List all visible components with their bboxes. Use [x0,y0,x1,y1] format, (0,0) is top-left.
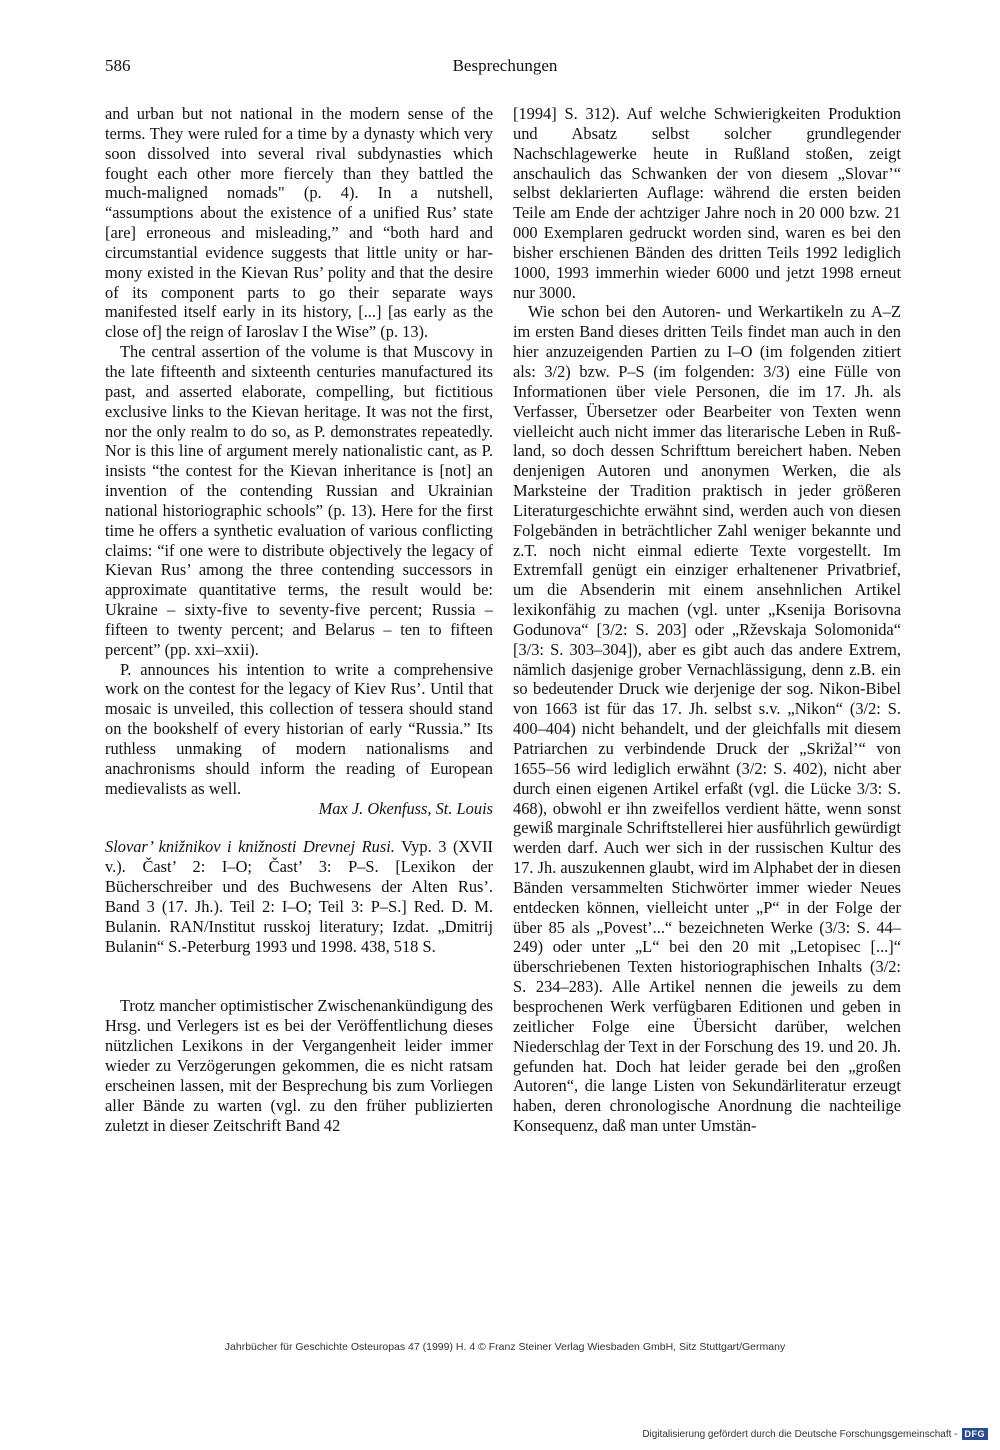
page-header [105,56,905,82]
digitization-text: Digitalisierung gefördert durch die Deutsche Forschungsgemeinschaft - [642,1428,958,1440]
left-paragraph-1: and urban but not national in the modern sense of the terms. They were ruled for a time by a dynasty which very soon dissolved into several rival subdynasties which fought each other more fiercely than they battled the much-maligned nomads" (p. 4). In a nutshell, “assumptions about the existence of a unified Rus’ state [are] erroneous and misleading,” and “both hard and circumstantial evidence suggests that little unity or harmony existed in the Kievan Rus’ polity and that the desire of its component parts to go their separate ways manifested itself early in its history, [...] [as early as the close of] the reign of Iaroslav I the Wise” (p. 13). [105,104,493,342]
right-column [513,104,901,1136]
left-paragraph-3: P. announces his intention to write a comprehensive work on the contest for the legacy of Kiev Rus’. Until that mosaic is unveiled, this collection of tessera should stand on the bookshelf of every historian of early “Russia.” Its ruthless unmaking of modern nationalisms and anachronisms should inform the reading of European medievalists as well. [105,659,493,798]
left-paragraph-2: The central assertion of the volume is that Muscovy in the late fifteenth and sixteenth centuries manufactured its past, and asserted elaborate, compelling, but fictitious exclusive links to the Kievan heritage. It was not the first, nor the only realm to do so, as P. demonstrates repeatedly. Nor is this line of argument merely nationalistic cant, as P. insists “the contest for the Kievan inheritance is [not] an invention of the contending Russian and Ukrainian national historiographic schools” (p. 13). Here for the first time he offers a synthetic evaluation of various conflicting claims: “if one were to distribute objectively the legacy of Kievan Rus’ among the three contending successors in approximate quantitative terms, the result would be: Ukraine – sixty-five to seventy-five percent; Russia – fifteen to twenty percent; and Belarus – ten to fifteen percent” (pp. xxi–xxii). [105,342,493,659]
right-paragraph-2: Wie schon bei den Autoren- und Werkartikeln zu A–Z im ersten Band dieses dritten Teils findet man auch in den hier anzuzeigenden Partien zu I–O (im folgenden zitiert als: 3/2) bzw. P–S (im folgenden: 3/3) eine Fülle von Informationen über viele Personen, die im 17. Jh. als Verfasser, Übersetzer oder Bearbeiter von Texten wenn vielleicht auch nicht immer das literarische Leben in Rußland, so doch dessen Schrifttum bereichert haben. Neben denjenigen Autoren und anonymen Werken, die als Marksteine der Tradition praktisch in jeder größeren Literaturgeschichte erwähnt sind, werden auch von diesen Folgebänden in beträchtlicher Zahl weniger bekannte und z.T. noch nicht einmal edierte Texte vorgestellt. Im Extremfall genügt ein einziger erhaltenener Privatbrief, um die Absenderin mit einem ansehnlichen Artikel lexikonfähig zu machen (vgl. unter „Ksenija Borisovna Godunova“ [3/2: S. 203] oder „Rževskaja Solomonida“ [3/3: S. 303–304]), aber es gibt auch das andere Extrem, nämlich dasjenige grober Vernachlässigung, denn z.B. ein so bedeutender Druck wie derjenige der sog. Nikon-Bibel von 1663 ist für das 17. Jh. selbst s.v. „Nikon“ (3/2: S. 400–404) nicht behandelt, und der gleichfalls mit diesem Patriarchen zu verbindende Druck der „Skrižal’“ von 1655–56 wird lediglich erwähnt (3/2: S. 402), nicht aber durch einen eigenen Artikel erfaßt (vgl. die Lücke 3/3: S. 468), obwohl er ihn zweifellos verdient hätte, wenn sonst gewiß marginale Schriftstellerei hier ausführlich gewürdigt werden darf. Auch wer sich in der russischen Kultur des 17. Jh. auszukennen glaubt, wird im Alphabet der in diesen Bänden versammelten Stichwörter immer wieder Neues entdecken können, vielleicht unter „P“ in der Folge der über 85 als „Povest’...“ bezeichneten Werke (3/3: S. 44–249) oder unter „L“ bei den 20 mit „Letopisec [...]“ überschriebenen Texten historiographischen Inhalts (3/2: S. 234–283). Alle Artikel nennen die jeweils zu dem besprochenen Werk verfügbaren Editionen und geben in zeitlicher Folge eine Übersicht darüber, welchen Niederschlag der Text in der Forschung des 19. und 20. Jh. gefunden hat. Doch hat leider gerade bei den „großen Autoren“, die lange Listen von Sekundärliteratur erzeugt haben, deren chronologische Anordnung die nachteilige Konsequenz, daß man unter Umstän- [513,302,901,1136]
right-paragraph-1: [1994] S. 312). Auf welche Schwierigkeiten Produktion und Absatz selbst solcher grundlegender Nachschlagewerke heute in Rußland stoßen, zeigt anschaulich das Schwanken der von diesem „Slovar’“ selbst deklarierten Auflage: während die ersten beiden Teile am Ende der achtziger Jahre noch in 20 000 bzw. 21 000 Exemplaren gedruckt worden sind, waren es bei den bisher erschienen Bänden des dritten Teils 1992 lediglich 1000, 1993 immerhin wieder 6000 und jetzt 1998 erneut nur 3000. [513,104,901,302]
review-book-title: Slovar’ knižnikov i knižnosti Drevnej Rusi. [105,837,395,857]
review-book-details: Vyp. 3 (XVII v.). Čast’ 2: I–O; Čast’ 3: P–S. [Lexikon der Bücherschreiber und des Buchwesens der Alten Rus’. Band 3 (17. Jh.). Teil 2: I–O; Teil 3: P–S.] Red. D. M. Bulanin. RAN/Institut russkoj literatury; Izdat. „Dmitrij Bulanin“ S.-Peterburg 1993 und 1998. 438, 518 S. [105,837,493,956]
page-number: 586 [105,56,131,75]
publisher-footer: Jahrbücher für Geschichte Osteuropas 47 (1999) H. 4 © Franz Steiner Verlag Wiesbaden GmbH, Sitz Stuttgart/Germany [224,1341,786,1353]
reviewer-signature: Max J. Okenfuss, St. Louis [318,798,493,818]
dfg-logo-icon: DFG [962,1428,989,1440]
left-column [105,104,493,1135]
review-bibliographic-heading [105,837,493,956]
left-paragraph-4: Trotz mancher optimistischer Zwischenankündigung des Hrsg. und Verlegers ist es bei der Veröffentlichung dieses nützlichen Lexikons in der Vergangenheit leider immer wieder zu Verzögerungen gekommen, die es nicht ratsam erscheinen lassen, mit der Besprechung bis zum Vorliegen aller Bände zu warten (vgl. zu den früher publizierten zuletzt in dieser Zeitschrift Band 42 [105,996,493,1135]
running-title: Besprechungen [452,56,558,75]
digitization-notice [642,1428,988,1440]
